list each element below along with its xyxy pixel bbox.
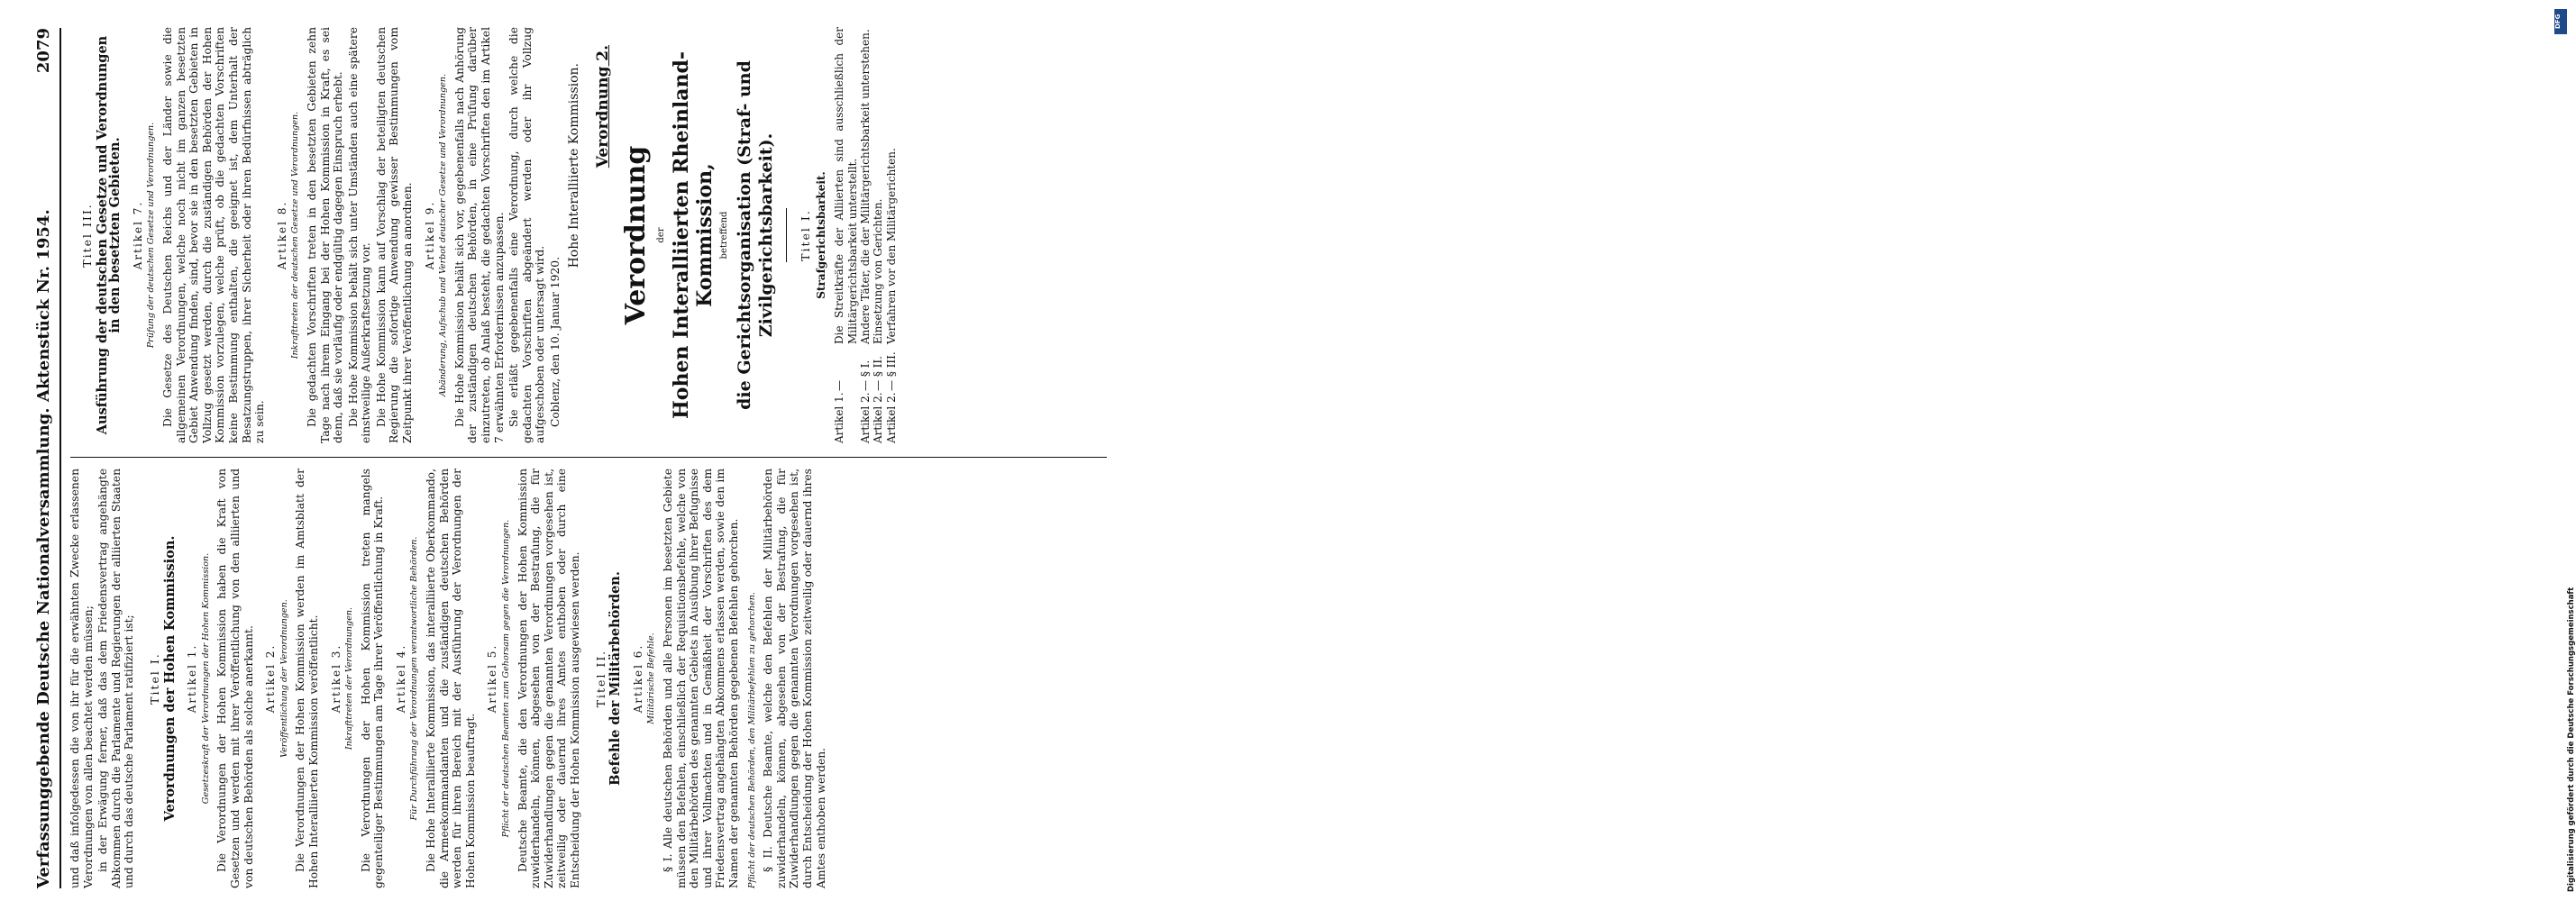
section-heading: Verordnungen der Hohen Kommission. [161,535,178,822]
section-heading: Ausführung der deutschen Gesetze und Verordnungen in den besetzten Gebieten. [94,35,123,435]
right-column [69,27,898,443]
paragraph: Die Hohe Kommission kann auf Vorschlag der beteiligten deutschen Regierung die sofortige Anwendung gewisser Bestimmungen vom Zeitpunkt ihrer Veröffentlichung an anordnen. [374,27,415,443]
article-heading: Artikel 3. [329,643,343,714]
article-heading: Artikel 6. [631,643,644,714]
paragraph: Die Verordnungen der Hohen Kommission werden im Amtsblatt der Hohen Interalliierten Kommission veröffentlicht. [294,469,320,888]
table-of-articles [833,27,898,443]
toc-article: Artikel 2. [858,392,872,443]
section-heading: Befehle der Militärbehörden. [607,571,624,786]
ordinance-connector: betreffend [719,211,730,259]
paragraph: § I. Alle deutschen Behörden und alle Personen im besetzten Gebiete müssen den Befehlen, einschließlich der Requisitionsbefehle, welche von den Militärbehörden des genannten Gebiets in Ausübung ihrer Befugnisse und ihrer Vollmachten und in Gemäßheit der Vorschriften des dem Friedensvertrag angehängten Abkommens erlassen werden, sowie den im Namen der genannten Behörden gegebenen Befehlen gehorchen. [661,469,740,888]
article-heading: Artikel 1. [186,643,199,714]
subsection-heading: Strafgerichtsbarkeit. [814,171,827,299]
paragraph: Die Hohe Kommission behält sich vor, gegebenenfalls nach Anhörung der zuständigen deutschen Behörden, in eine Prüfung darüber einzutreten, ob Anlaß besteht, die gedachten Vorschriften den im Artikel 7 erwähnten Erfordernissen anzupassen. [452,27,506,443]
paragraph: und daß infolgedessen die von ihr für die erwähnten Zwecke erlassenen Verordnungen von allen beachtet werden müssen; [69,469,95,888]
running-header [34,28,58,888]
marginal-note: Pflicht der deutschen Beamten zum Gehorsam gegen die Verordnungen. [501,519,512,838]
date-line: Coblenz, den 10. Januar 1920. [549,257,562,427]
paragraph: Die gedachten Vorschriften treten in den besetzten Gebieten zehn Tage nach ihrem Eingang bei der Hohen Kommission in Kraft, es sei denn, daß sie vorläufig oder endgültig dagegen Einspruch erhebt. [305,27,345,443]
left-column [69,469,829,888]
marginal-note: Prüfung der deutschen Gesetze und Verordnungen. [146,122,157,349]
section-title: Titel II. [593,649,607,708]
article-heading: Artikel 7. [131,200,144,270]
marginal-note: Inkrafttreten der deutschen Gesetze und Verordnungen. [290,111,301,359]
header-title: Verfassunggebende Deutsche Nationalversammlung. [34,407,53,888]
toc-article: Artikel 1. [833,392,846,443]
toc-description: Die Streitkräfte der Alliierten sind ausschließlich der Militärgerichtsbarkeit unterstellt. [833,27,859,344]
article-heading: Artikel 5. [486,643,499,714]
toc-section: — § I. [858,359,872,391]
paragraph: Die Gesetze des Deutschen Reichs und der Länder sowie die allgemeinen Verordnungen, welche noch nicht im ganzen besetzten Gebiet Anwendung finden, sind, bevor sie in den besetzten Gebieten in Vollzug gesetzt werden, durch die zuständigen Behörden der Hohen Kommission vorzulegen, welche prüft, ob die gedachten Vorschriften keine Bestimmung enthalten, die geeignet ist, dem Unterhalt der Besatzungstruppen, ihrer Sicherheit oder ihren Bedürfnissen abträglich zu sein. [160,27,267,443]
page-number: 2079 [34,28,53,74]
ordinance-issuer: Hohen Interalliierten Rheinland-Kommission, [670,51,717,419]
ordinance-subject: die Gerichtsorganisation (Straf- und Zivilgerichtsbarkeit). [734,60,776,410]
marginal-note: Pflicht der deutschen Behörden, den Militärbefehlen zu gehorchen. [746,592,757,888]
marginal-note: Inkrafttreten der Verordnungen. [344,606,355,751]
ordinance-number: Verordnung 2. [594,45,613,168]
paragraph: Sie erläßt gegebenenfalls eine Verordnung, durch welche die gedachten Vorschriften abgeändert werden oder ihr Vollzug aufgeschoben oder untersagt wird. [507,27,547,443]
marginal-note: Für Durchführung der Verordnungen verantwortliche Behörden. [409,536,420,821]
paragraph: Die Verordnungen der Hohen Kommission treten mangels gegenteiliger Bestimmungen am Tage ihrer Veröffentlichung in Kraft. [359,469,386,888]
marginal-note: Gesetzeskraft der Verordnungen der Hohen Kommission. [200,552,211,805]
paragraph: Die Hohe Interalliierte Kommission, das interalliierte Oberkommando, die Armeekommandanten und die zuständigen deutschen Behörden werden für ihren Bereich mit der Ausführung der Verordnungen der Hohen Kommission beauftragt. [425,469,477,888]
article-heading: Artikel 8. [275,200,288,270]
toc-section: — § III. [884,351,898,391]
paragraph: Die Hohe Kommission behält sich unter Umständen auch eine spätere einstweilige Außerkraftsetzung vor. [346,27,373,443]
paragraph: Deutsche Beamte, die den Verordnungen der Hohen Kommission zuwiderhandeln, können, abgesehen von der Bestrafung, die für Zuwiderhandlungen gegen die genannten Verordnungen vorgesehen ist, zeitweilig oder dauernd ihres Amtes enthoben oder durch eine Entscheidung der Hohen Kommission ausgewiesen werden. [516,469,581,888]
article-heading: Artikel 4. [394,643,407,714]
commission-signature: Hohe Interalliierte Kommission. [566,63,581,268]
toc-article: Artikel 2. [884,392,898,443]
marginal-note: Militärische Befehle. [646,633,657,724]
toc-description: Verfahren vor den Militärgerichten. [884,148,898,344]
marginal-note: Abänderung, Aufschub und Verbot deutscher Gesetze und Verordnungen. [438,73,449,397]
digitization-sidebar [1278,0,2576,901]
paragraph: in der Erwägung ferner, daß das dem Friedensvertrag angehängte Abkommen durch die Parlamente und Regierungen der alliierten Staaten und durch das deutsche Parlament ratifiziert ist; [96,469,136,888]
separator [786,208,787,262]
dfg-logo: DFG [2554,9,2567,34]
column-divider [70,457,1107,458]
ordinance-title: Verordnung [619,145,652,325]
section-title: Titel I. [147,652,161,705]
section-title: Titel I. [798,209,812,261]
marginal-note: Veröffentlichung der Verordnungen. [279,599,289,758]
article-heading: Artikel 2. [264,643,278,714]
toc-description: Andere Täter, die der Militärgerichtsbarkeit unterstehen. [858,29,872,344]
paragraph: Die Verordnungen der Hohen Kommission haben die Kraft von Gesetzen und werden mit ihrer Veröffentlichung von den alliierten und von deutschen Behörden als solche anerkannt. [215,469,255,888]
section-title: Titel III. [80,203,94,268]
toc-section: — [833,380,846,391]
header-document-number: Aktenstück Nr. 1954. [34,209,53,402]
article-heading: Artikel 9. [423,200,436,270]
ordinance-connector: der [655,227,666,243]
header-rule [59,28,61,888]
toc-article: Artikel 2. [872,392,885,443]
paragraph: § II. Deutsche Beamte, welche den Befehlen der Militärbehörden zuwiderhandeln, können, abgesehen von der Bestrafung, die für Zuwiderhandlungen gegen die genannten Verordnungen vorgesehen ist, durch Entscheidung der Hohen Kommission zeitweilig oder dauernd ihres Amtes enthoben werden. [762,469,827,888]
funding-note: Digitalisierung gefördert durch die Deutsche Forschungsgemeinschaft [2567,587,2576,892]
toc-section: — § II. [872,356,885,391]
toc-description: Einsetzung von Gerichten. [872,198,885,344]
